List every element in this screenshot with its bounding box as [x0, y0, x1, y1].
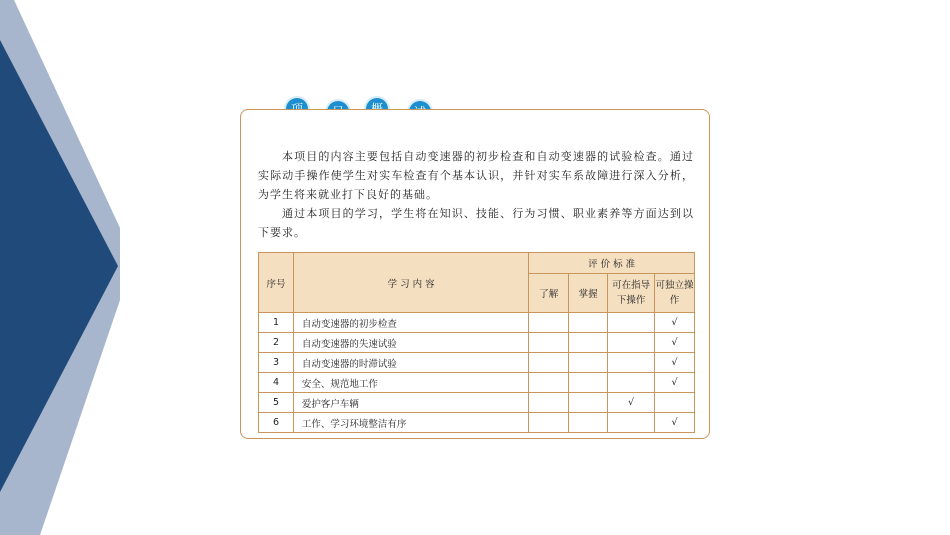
row-content: 工作、学习环境整洁有序 [293, 413, 528, 433]
header-content: 学 习 内 容 [293, 253, 528, 313]
row-mark [569, 353, 608, 373]
row-mark [608, 373, 655, 393]
row-seq: 5 [259, 393, 294, 413]
intro-paragraph-2: 通过本项目的学习，学生将在知识、技能、行为习惯、职业素养等方面达到以下要求。 [258, 207, 694, 239]
row-mark: √ [655, 333, 695, 353]
table-row [259, 353, 695, 373]
header-eval-guided: 可在指导下操作 [608, 274, 655, 313]
row-mark [529, 353, 569, 373]
left-chevron-decoration [0, 0, 130, 535]
table-row [259, 393, 695, 413]
header-eval-understand: 了解 [529, 274, 569, 313]
row-seq: 6 [259, 413, 294, 433]
table-row [259, 313, 695, 333]
row-seq: 3 [259, 353, 294, 373]
row-mark [569, 373, 608, 393]
row-mark: √ [655, 313, 695, 333]
row-content: 安全、规范地工作 [293, 373, 528, 393]
row-seq: 4 [259, 373, 294, 393]
row-seq: 1 [259, 313, 294, 333]
row-mark [608, 413, 655, 433]
row-mark [608, 333, 655, 353]
table-row [259, 373, 695, 393]
row-mark: √ [655, 353, 695, 373]
table-row [259, 333, 695, 353]
row-mark [569, 393, 608, 413]
row-mark [655, 393, 695, 413]
row-mark [529, 373, 569, 393]
row-mark [529, 393, 569, 413]
row-mark [608, 353, 655, 373]
table-row [259, 413, 695, 433]
row-mark [608, 313, 655, 333]
row-mark [529, 413, 569, 433]
row-mark [569, 333, 608, 353]
row-content: 自动变速器的初步检查 [293, 313, 528, 333]
row-mark: √ [655, 413, 695, 433]
row-mark [529, 313, 569, 333]
row-mark: √ [608, 393, 655, 413]
row-mark [569, 313, 608, 333]
row-content: 爱护客户车辆 [293, 393, 528, 413]
row-content: 自动变速器的时滞试验 [293, 353, 528, 373]
header-eval-master: 掌握 [569, 274, 608, 313]
row-mark: √ [655, 373, 695, 393]
header-seq: 序号 [259, 253, 294, 313]
header-eval-independent: 可独立操作 [655, 274, 695, 313]
row-content: 自动变速器的失速试验 [293, 333, 528, 353]
header-eval: 评 价 标 准 [529, 253, 695, 274]
row-mark [569, 413, 608, 433]
intro-paragraph-1: 本项目的内容主要包括自动变速器的初步检查和自动变速器的试验检查。通过实际动手操作使学生对实车检查有个基本认识，并针对实车系故障进行深入分析，为学生将来就业打下良好的基础。 [258, 150, 694, 201]
row-mark [529, 333, 569, 353]
intro-text [258, 147, 694, 242]
evaluation-table [258, 252, 695, 433]
row-seq: 2 [259, 333, 294, 353]
